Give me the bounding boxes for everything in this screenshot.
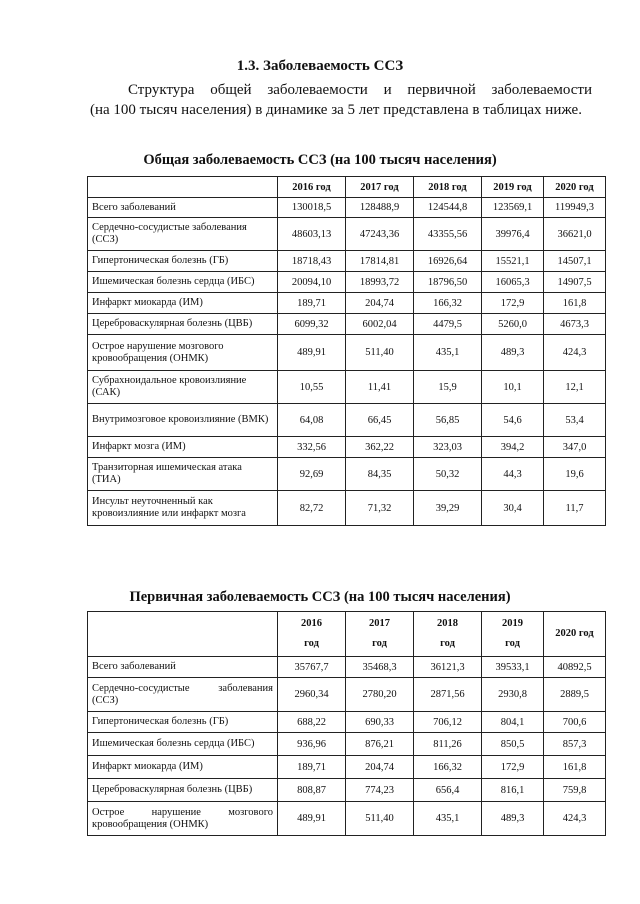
cell-value: 44,3 [482, 458, 544, 491]
table-row [88, 491, 606, 526]
cell-value: 17814,81 [346, 251, 414, 272]
cell-value: 189,71 [278, 756, 346, 779]
cell-value: 172,9 [482, 293, 544, 314]
cell-value: 18796,50 [414, 272, 482, 293]
cell-value: 64,08 [278, 404, 346, 437]
cell-value: 71,32 [346, 491, 414, 526]
table-row [88, 251, 606, 272]
cell-value: 10,55 [278, 371, 346, 404]
cell-value: 35767,7 [278, 657, 346, 678]
row-label: Транзиторная ишемическая атака (ТИА) [88, 458, 278, 491]
cell-value: 166,32 [414, 293, 482, 314]
column-unit: год [372, 638, 387, 649]
cell-value: 2960,34 [278, 678, 346, 712]
column-year: 2018 [437, 618, 458, 629]
intro-paragraph [90, 80, 592, 120]
cell-value: 54,6 [482, 404, 544, 437]
cell-value: 2780,20 [346, 678, 414, 712]
header-empty-cell [88, 177, 278, 198]
cell-value: 435,1 [414, 802, 482, 836]
cell-value: 48603,13 [278, 218, 346, 251]
cell-value: 123569,1 [482, 198, 544, 218]
general-morbidity-table [87, 176, 606, 526]
cell-value: 18993,72 [346, 272, 414, 293]
cell-value: 39,29 [414, 491, 482, 526]
table-row [88, 198, 606, 218]
cell-value: 489,91 [278, 335, 346, 371]
cell-value: 16926,64 [414, 251, 482, 272]
cell-value: 4673,3 [544, 314, 606, 335]
cell-value: 5260,0 [482, 314, 544, 335]
cell-value: 130018,5 [278, 198, 346, 218]
primary-table-caption: Первичная заболеваемость ССЗ (на 100 тысяч населения) [129, 589, 511, 605]
cell-value: 161,8 [544, 293, 606, 314]
cell-value: 43355,56 [414, 218, 482, 251]
cell-value: 30,4 [482, 491, 544, 526]
column-header: 2020 год [544, 177, 606, 198]
cell-value: 435,1 [414, 335, 482, 371]
row-label: Сердечно-сосудистые заболевания (ССЗ) [88, 678, 278, 712]
table-row [88, 733, 606, 756]
cell-value: 489,3 [482, 802, 544, 836]
cell-value: 347,0 [544, 437, 606, 458]
column-unit: год [505, 638, 520, 649]
cell-value: 2889,5 [544, 678, 606, 712]
cell-value: 53,4 [544, 404, 606, 437]
column-header [414, 612, 482, 657]
cell-value: 19,6 [544, 458, 606, 491]
cell-value: 92,69 [278, 458, 346, 491]
row-label: Субрахноидальное кровоизлияние (САК) [88, 371, 278, 404]
general-table-caption: Общая заболеваемость ССЗ (на 100 тысяч населения) [143, 152, 497, 168]
column-unit: год [440, 638, 455, 649]
cell-value: 688,22 [278, 712, 346, 733]
cell-value: 14907,5 [544, 272, 606, 293]
row-label: Внутримозговое кровоизлияние (ВМК) [88, 404, 278, 437]
column-header [346, 612, 414, 657]
column-header: 2017 год [346, 177, 414, 198]
cell-value: 6002,04 [346, 314, 414, 335]
cell-value: 39976,4 [482, 218, 544, 251]
row-label: Гипертоническая болезнь (ГБ) [88, 251, 278, 272]
table-row [88, 756, 606, 779]
table-row [88, 802, 606, 836]
cell-value: 811,26 [414, 733, 482, 756]
cell-value: 2930,8 [482, 678, 544, 712]
row-label: Ишемическая болезнь сердца (ИБС) [88, 733, 278, 756]
cell-value: 12,1 [544, 371, 606, 404]
cell-value: 936,96 [278, 733, 346, 756]
cell-value: 161,8 [544, 756, 606, 779]
column-header [544, 612, 606, 657]
section-heading: 1.3. Заболеваемость ССЗ [236, 58, 404, 74]
cell-value: 808,87 [278, 779, 346, 802]
cell-value: 816,1 [482, 779, 544, 802]
cell-value: 656,4 [414, 779, 482, 802]
cell-value: 362,22 [346, 437, 414, 458]
cell-value: 66,45 [346, 404, 414, 437]
table-header-row [88, 612, 606, 657]
row-label: Инфаркт миокарда (ИМ) [88, 293, 278, 314]
cell-value: 511,40 [346, 335, 414, 371]
cell-value: 489,3 [482, 335, 544, 371]
cell-value: 14507,1 [544, 251, 606, 272]
cell-value: 332,56 [278, 437, 346, 458]
column-header [278, 612, 346, 657]
primary-morbidity-table [87, 611, 606, 836]
cell-value: 857,3 [544, 733, 606, 756]
table-row [88, 458, 606, 491]
cell-value: 15,9 [414, 371, 482, 404]
intro-line-2: (на 100 тысяч населения) в динамике за 5 лет представлена в таблицах ниже. [90, 102, 582, 118]
cell-value: 204,74 [346, 293, 414, 314]
cell-value: 124544,8 [414, 198, 482, 218]
table-row [88, 371, 606, 404]
row-label: Инфаркт миокарда (ИМ) [88, 756, 278, 779]
cell-value: 11,41 [346, 371, 414, 404]
row-label: Инфаркт мозга (ИМ) [88, 437, 278, 458]
cell-value: 700,6 [544, 712, 606, 733]
cell-value: 323,03 [414, 437, 482, 458]
column-header: 2016 год [278, 177, 346, 198]
table-row [88, 678, 606, 712]
cell-value: 876,21 [346, 733, 414, 756]
cell-value: 18718,43 [278, 251, 346, 272]
cell-value: 128488,9 [346, 198, 414, 218]
cell-value: 424,3 [544, 335, 606, 371]
column-header [482, 612, 544, 657]
cell-value: 56,85 [414, 404, 482, 437]
column-unit: год [304, 638, 319, 649]
cell-value: 35468,3 [346, 657, 414, 678]
cell-value: 706,12 [414, 712, 482, 733]
cell-value: 36121,3 [414, 657, 482, 678]
row-label: Всего заболеваний [88, 198, 278, 218]
table-row [88, 712, 606, 733]
cell-value: 15521,1 [482, 251, 544, 272]
table-row [88, 218, 606, 251]
cell-value: 850,5 [482, 733, 544, 756]
cell-value: 47243,36 [346, 218, 414, 251]
cell-value: 50,32 [414, 458, 482, 491]
column-header: 2018 год [414, 177, 482, 198]
table-row [88, 404, 606, 437]
cell-value: 39533,1 [482, 657, 544, 678]
table-row [88, 314, 606, 335]
cell-value: 511,40 [346, 802, 414, 836]
cell-value: 394,2 [482, 437, 544, 458]
table-row [88, 293, 606, 314]
cell-value: 774,23 [346, 779, 414, 802]
cell-value: 36621,0 [544, 218, 606, 251]
table-row [88, 335, 606, 371]
table-row [88, 272, 606, 293]
cell-value: 20094,10 [278, 272, 346, 293]
row-label: Всего заболеваний [88, 657, 278, 678]
column-year: 2020 год [555, 628, 594, 639]
cell-value: 424,3 [544, 802, 606, 836]
column-year: 2016 [301, 618, 322, 629]
intro-line-1: Структура общей заболеваемости и первичной заболеваемости [128, 82, 592, 98]
cell-value: 84,35 [346, 458, 414, 491]
row-label: Гипертоническая болезнь (ГБ) [88, 712, 278, 733]
cell-value: 16065,3 [482, 272, 544, 293]
table-row [88, 657, 606, 678]
row-label: Сердечно-сосудистые заболевания (ССЗ) [88, 218, 278, 251]
cell-value: 4479,5 [414, 314, 482, 335]
cell-value: 6099,32 [278, 314, 346, 335]
cell-value: 82,72 [278, 491, 346, 526]
table-header-row [88, 177, 606, 198]
cell-value: 166,32 [414, 756, 482, 779]
row-label: Острое нарушение мозгового кровообращения (ОНМК) [88, 802, 278, 836]
column-header: 2019 год [482, 177, 544, 198]
cell-value: 204,74 [346, 756, 414, 779]
cell-value: 119949,3 [544, 198, 606, 218]
cell-value: 804,1 [482, 712, 544, 733]
table-row [88, 437, 606, 458]
cell-value: 489,91 [278, 802, 346, 836]
cell-value: 11,7 [544, 491, 606, 526]
cell-value: 759,8 [544, 779, 606, 802]
table-row [88, 779, 606, 802]
row-label: Ишемическая болезнь сердца (ИБС) [88, 272, 278, 293]
cell-value: 690,33 [346, 712, 414, 733]
cell-value: 172,9 [482, 756, 544, 779]
row-label: Цереброваскулярная болезнь (ЦВБ) [88, 314, 278, 335]
column-year: 2017 [369, 618, 390, 629]
row-label: Инсульт неуточненный как кровоизлияние или инфаркт мозга [88, 491, 278, 526]
cell-value: 40892,5 [544, 657, 606, 678]
row-label: Острое нарушение мозгового кровообращения (ОНМК) [88, 335, 278, 371]
row-label: Цереброваскулярная болезнь (ЦВБ) [88, 779, 278, 802]
column-year: 2019 [502, 618, 523, 629]
cell-value: 189,71 [278, 293, 346, 314]
cell-value: 2871,56 [414, 678, 482, 712]
header-empty-cell [88, 612, 278, 657]
cell-value: 10,1 [482, 371, 544, 404]
